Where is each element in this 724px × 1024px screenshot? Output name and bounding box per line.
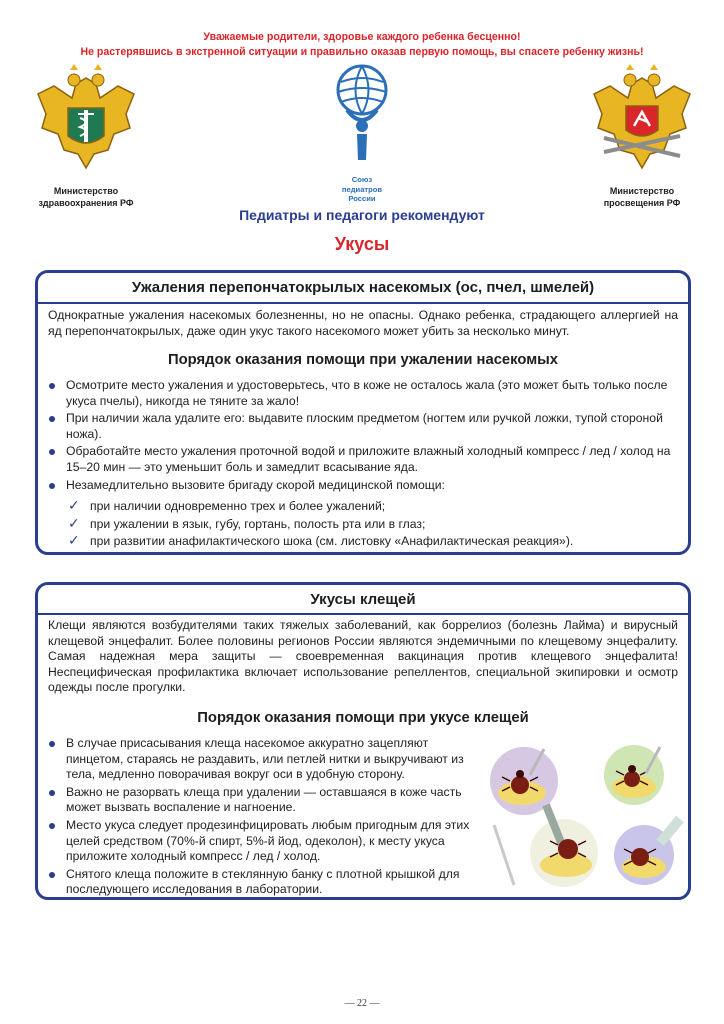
double-headed-eagle-st-george-icon — [590, 64, 694, 176]
stings-steps-list — [46, 378, 678, 495]
left-emblem — [30, 64, 142, 209]
list-item — [66, 534, 678, 550]
bullet-icon — [49, 449, 55, 455]
left-emblem-caption-line1: Министерство — [53, 186, 119, 196]
header-line-2: Не растерявшись в экстренной ситуации и правильно оказав первую помощь, вы спасете ребенку жизнь! — [80, 46, 644, 58]
list-item — [46, 785, 476, 816]
step-text: Обработайте место ужаления проточной водой и приложите влажный холодный компресс / лед / холод на 15–20 мин — это уменьшит боль и замедлит всасывание яда. — [66, 444, 671, 474]
right-emblem-caption-line1: Министерство — [609, 186, 675, 196]
recommend-heading: Педиатры и педагоги рекомендуют — [239, 207, 485, 223]
left-emblem-caption-line2: здравоохранения РФ — [38, 198, 134, 208]
step-text: В случае присасывания клеща насекомое аккуратно зацепляют пинцетом, стараясь не раздавить, или петлей нитки и выкручивают из тела, медленно поворачивая вокруг оси в удобную сторону. — [66, 736, 464, 782]
step-text: Незамедлительно вызовите бригаду скорой медицинской помощи: — [66, 477, 445, 492]
bullet-icon — [49, 383, 55, 389]
step-text: Снятого клеща положите в стеклянную банку с плотной крышкой для последующего исследования в лаборатории. — [66, 866, 460, 897]
bullet-icon — [49, 872, 55, 878]
center-logo — [327, 64, 397, 204]
ticks-steps-list — [46, 736, 476, 900]
step-text: Важно не разорвать клеща при удалении — оставшаяся в коже часть может вызвать воспаление и нагноение. — [66, 784, 462, 815]
list-item — [46, 736, 476, 783]
stings-conditions-list — [66, 499, 678, 552]
page-number: — 22 — — [344, 998, 380, 1009]
list-item — [46, 867, 476, 898]
page-title: Укусы — [334, 234, 390, 254]
right-emblem-caption-line2: просвещения РФ — [603, 198, 681, 208]
checkmark-icon: ✓ — [68, 532, 80, 549]
stings-procedure-title: Порядок оказания помощи при ужалении насекомых — [167, 352, 559, 368]
list-item — [66, 499, 678, 515]
step-text: Осмотрите место ужаления и удостоверьтесь, что в коже не осталось жала (это может быть только после укуса пчелы), никогда не тяните за жало! — [66, 378, 668, 408]
stings-title-divider — [38, 302, 688, 304]
step-text: При наличии жала удалите его: выдавите плоским предметом (ногтем или ручкой ложки, тупой стороной ножа). — [66, 411, 663, 441]
list-item — [66, 514, 678, 533]
ticks-procedure-title: Порядок оказания помощи при укусе клещей — [197, 710, 529, 726]
bullet-icon — [49, 416, 55, 422]
header-line-1: Уважаемые родители, здоровье каждого ребенка бесценно! — [203, 31, 521, 43]
condition-text: при развитии анафилактического шока (см. листовку «Анафилактическая реакция»). — [90, 534, 574, 549]
stings-panel — [35, 270, 691, 555]
double-headed-eagle-caduceus-icon — [30, 64, 142, 176]
center-logo-caption-line1: Союз — [351, 175, 373, 184]
stings-title: Ужаления перепончатокрылых насекомых (ос, пчел, шмелей) — [131, 279, 595, 296]
tick-removal-illustration-icon — [484, 745, 684, 893]
list-item — [46, 444, 678, 475]
bullet-icon — [49, 823, 55, 829]
condition-text: при ужалении в язык, губу, гортань, полость рта или в глаз; — [90, 516, 426, 531]
bullet-icon — [49, 741, 55, 747]
bullet-icon — [49, 790, 55, 796]
globe-person-logo-icon — [327, 64, 397, 170]
bullet-icon — [49, 483, 55, 489]
list-item — [46, 411, 678, 442]
list-item — [46, 818, 476, 865]
ticks-intro: Клещи являются возбудителями таких тяжелых заболеваний, как боррелиоз (болезнь Лайма) и вирусный клещевой энцефалит. Более половины регионов России являются эндемичными по клещевому энцефалиту. Самая надежная мера защиты — своевременная вакцинация против клещевого энцефалита! Неспецифическая профилактика включает использование репеллентов, специальной экипировки и осмотр одежды после прогулки. — [48, 618, 678, 695]
stings-intro: Однократные ужаления насекомых болезненны, но не опасны. Однако ребенка, страдающего аллергией на яд перепончатокрылых, даже один укус такого насекомого может убить за несколько минут. — [48, 308, 678, 338]
list-item — [46, 478, 678, 494]
checkmark-icon: ✓ — [68, 497, 80, 513]
list-item — [46, 378, 678, 409]
center-logo-caption-line2: педиатров — [341, 184, 383, 194]
center-logo-caption-line3: России — [348, 194, 376, 203]
condition-text: при наличии одновременно трех и более ужалений; — [90, 499, 386, 513]
ticks-panel — [35, 582, 691, 900]
right-emblem — [590, 64, 694, 209]
checkmark-icon: ✓ — [68, 514, 80, 531]
ticks-title: Укусы клещей — [310, 591, 416, 608]
step-text: Место укуса следует продезинфицировать любым пригодным для этих целей средством (70%-й спирт, 5%-й йод, одеколон), к месту укуса приложите холодный компресс / лед / холод. — [66, 817, 470, 864]
ticks-title-divider — [38, 613, 688, 615]
